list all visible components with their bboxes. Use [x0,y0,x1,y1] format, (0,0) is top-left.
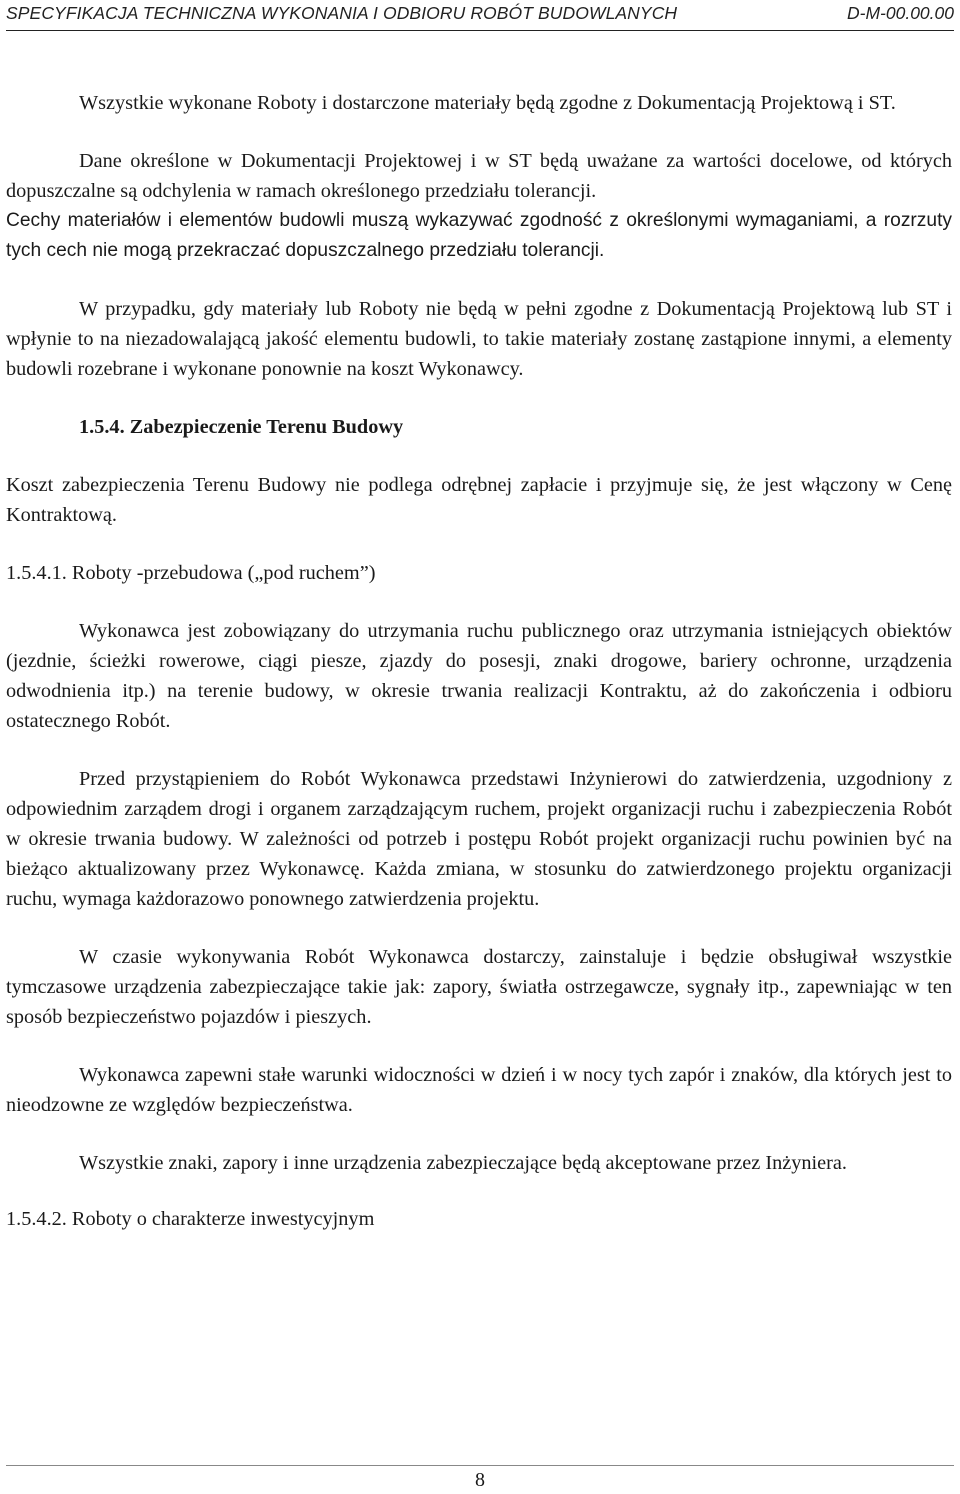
paragraph-non-compliance: W przypadku, gdy materiały lub Roboty nie będą w pełni zgodne z Dokumentacją Projektową lub ST i wpłynie to na niezadowalającą jakość elementu budowli, to takie materiały zostanę zastąpione innymi, a elementy budowli rozebrane i wykonane ponownie na koszt Wykonawcy. [6,298,952,380]
paragraph-traffic-organization: Przed przystąpieniem do Robót Wykonawca przedstawi Inżynierowi do zatwierdzenia, uzgodniony z odpowiednim zarządem drogi i organem zarządzającym ruchem, projekt organizacji ruchu i zabezpieczenia Robót w okresie trwania budowy. W zależności od potrzeb i postępu Robót projekt organizacji ruchu powinien być na bieżąco aktualizowany przez Wykonawcę. Każda zmiana, w stosunku do zatwierdzonego projektu organizacji ruchu, wymaga każdorazowo ponownego zatwierdzenia projektu. [6,768,952,910]
section-heading-site-security: 1.5.4. Zabezpieczenie Terenu Budowy [79,416,404,438]
paragraph-materials-compliance: Wszystkie wykonane Roboty i dostarczone materiały będą zgodne z Dokumentacją Projektową i ST. [79,92,896,114]
paragraph-temporary-devices: W czasie wykonywania Robót Wykonawca dostarczy, zainstaluje i będzie obsługiwał wszystkie tymczasowe urządzenia zabezpieczające takie jak: zapory, światła ostrzegawcze, sygnały itp., zapewniając w ten sposób bezpieczeństwo pojazdów i pieszych. [6,946,952,1028]
paragraph-engineer-acceptance: Wszystkie znaki, zapory i inne urządzenia zabezpieczające będą akceptowane przez Inżyniera. [79,1152,847,1174]
page-number: 8 [475,1469,485,1491]
page-header [6,0,954,31]
paragraph-visibility: Wykonawca zapewni stałe warunki widoczności w dzień i w nocy tych zapór i znaków, dla których jest to nieodzowne ze względów bezpieczeństwa. [6,1064,952,1116]
paragraph-public-traffic: Wykonawca jest zobowiązany do utrzymania ruchu publicznego oraz utrzymania istniejących obiektów (jezdnie, ścieżki rowerowe, ciągi piesze, zjazdy do posesji, znaki drogowe, bariery ochronne, urządzenia odwodnienia itp.) na terenie budowy, w okresie trwania realizacji Kontraktu, aż do zakończenia i odbioru ostatecznego Robót. [6,620,952,732]
document-title: SPECYFIKACJA TECHNICZNA WYKONANIA I ODBIORU ROBÓT BUDOWLANYCH [6,3,678,23]
footer-divider [6,1465,954,1466]
paragraph-tolerance: Cechy materiałów i elementów budowli muszą wykazywać zgodność z określonymi wymaganiami, a rozrzuty tych cech nie mogą przekraczać dopuszczalnego przedziału tolerancji. [6,210,952,261]
paragraph-target-values: Dane określone w Dokumentacji Projektowej i w ST będą uważane za wartości docelowe, od których dopuszczalne są odchylenia w ramach określonego przedziału tolerancji. [6,150,952,202]
subsection-heading-investment-works: 1.5.4.2. Roboty o charakterze inwestycyjnym [6,1208,375,1230]
document-body [6,88,952,1234]
document-code: D-M-00.00.00 [847,3,954,23]
subsection-heading-traffic-works: 1.5.4.1. Roboty -przebudowa („pod ruchem”) [6,562,376,584]
paragraph-security-cost: Koszt zabezpieczenia Terenu Budowy nie podlega odrębnej zapłacie i przyjmuje się, że jest włączony w Cenę Kontraktową. [6,474,952,526]
